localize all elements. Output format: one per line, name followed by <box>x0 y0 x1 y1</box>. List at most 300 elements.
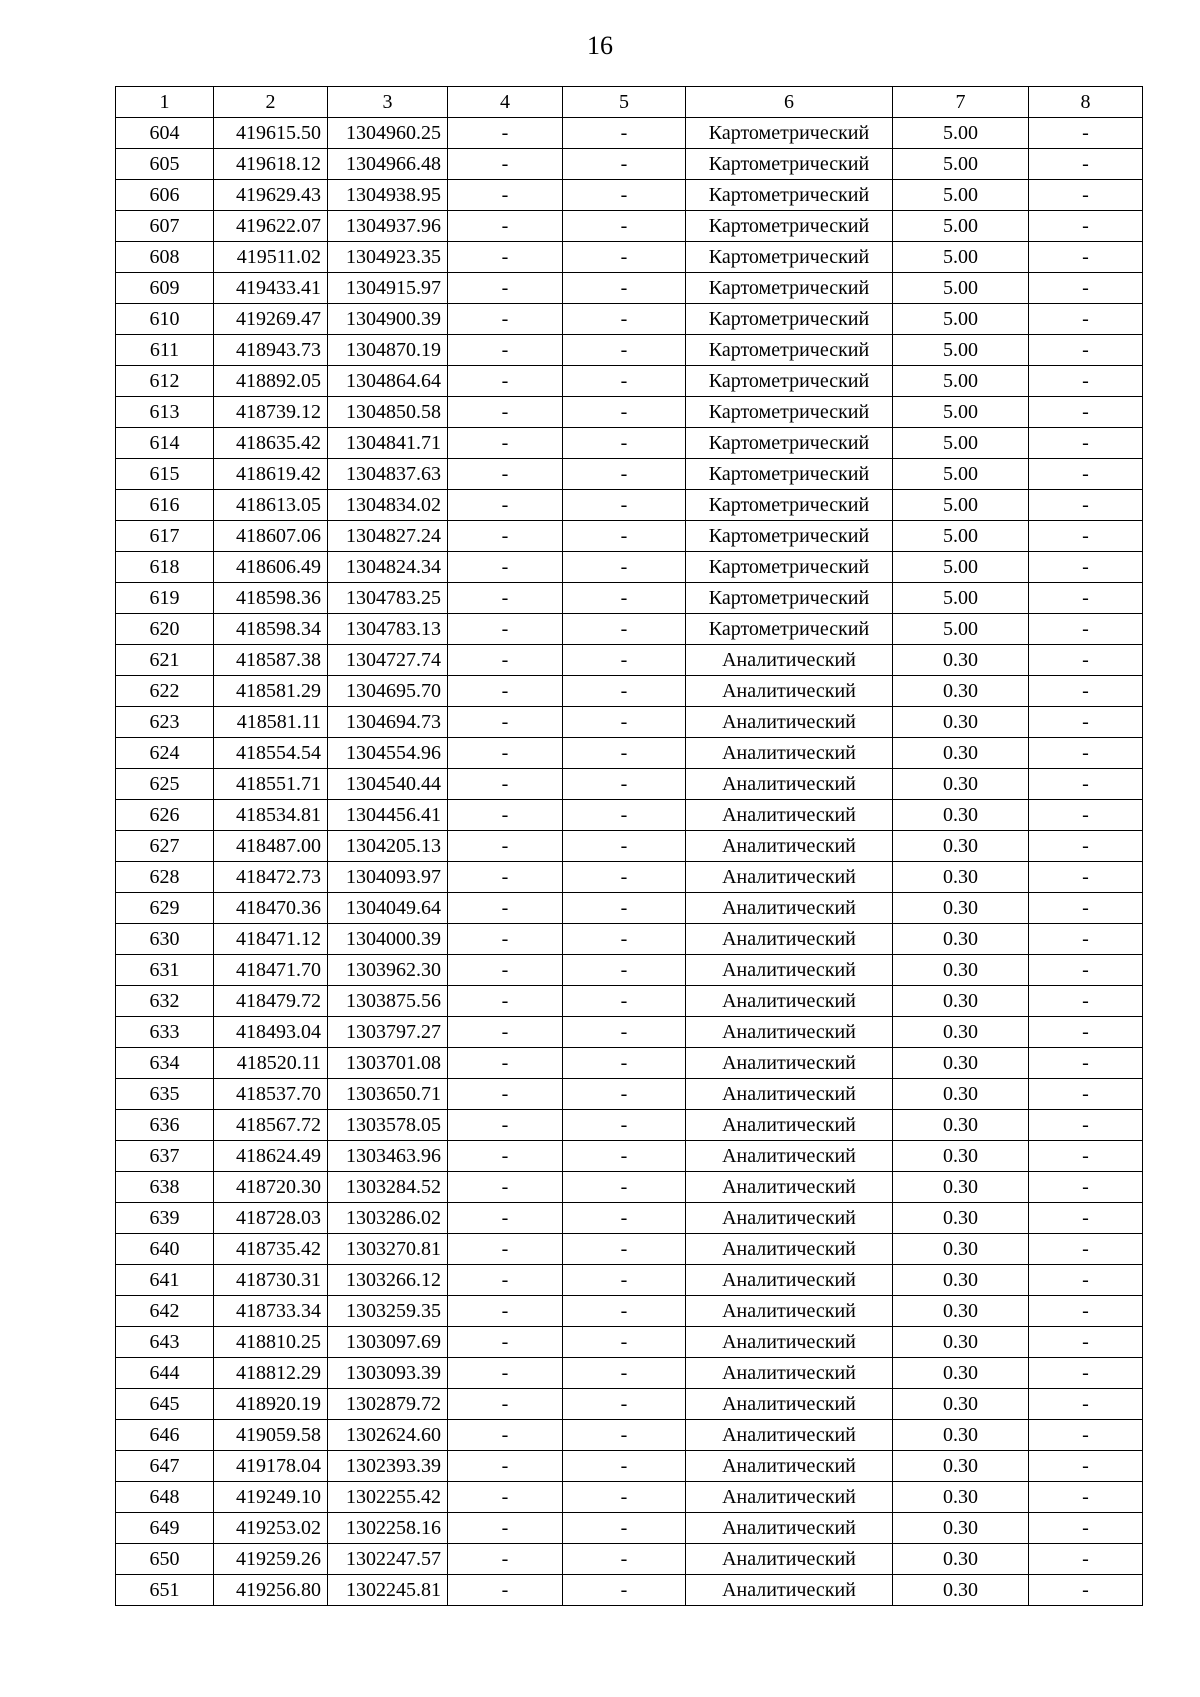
method-cell: Картометрический <box>686 490 893 521</box>
accuracy-cell: 0.30 <box>893 986 1029 1017</box>
method-cell: Картометрический <box>686 459 893 490</box>
table-row <box>116 862 1143 893</box>
accuracy-cell: 0.30 <box>893 1358 1029 1389</box>
col8-cell: - <box>1029 924 1143 955</box>
method-cell: Картометрический <box>686 304 893 335</box>
col5-cell: - <box>563 1172 686 1203</box>
col4-cell: - <box>448 1544 563 1575</box>
col4-cell: - <box>448 552 563 583</box>
y-coordinate-cell: 1304783.25 <box>328 583 448 614</box>
x-coordinate-cell: 418534.81 <box>214 800 328 831</box>
col5-cell: - <box>563 1358 686 1389</box>
table-row <box>116 521 1143 552</box>
col8-cell: - <box>1029 242 1143 273</box>
col4-cell: - <box>448 1017 563 1048</box>
accuracy-cell: 0.30 <box>893 1513 1029 1544</box>
y-coordinate-cell: 1302255.42 <box>328 1482 448 1513</box>
table-row <box>116 1575 1143 1606</box>
x-coordinate-cell: 418730.31 <box>214 1265 328 1296</box>
method-cell: Картометрический <box>686 521 893 552</box>
y-coordinate-cell: 1304915.97 <box>328 273 448 304</box>
col4-cell: - <box>448 118 563 149</box>
point-number-cell: 629 <box>116 893 214 924</box>
method-cell: Аналитический <box>686 1513 893 1544</box>
table-row <box>116 1048 1143 1079</box>
col5-cell: - <box>563 1017 686 1048</box>
accuracy-cell: 0.30 <box>893 1141 1029 1172</box>
point-number-cell: 641 <box>116 1265 214 1296</box>
col4-cell: - <box>448 1234 563 1265</box>
point-number-cell: 649 <box>116 1513 214 1544</box>
col8-cell: - <box>1029 1017 1143 1048</box>
x-coordinate-cell: 418812.29 <box>214 1358 328 1389</box>
x-coordinate-cell: 418493.04 <box>214 1017 328 1048</box>
col8-cell: - <box>1029 335 1143 366</box>
method-cell: Аналитический <box>686 1110 893 1141</box>
accuracy-cell: 0.30 <box>893 676 1029 707</box>
table-row <box>116 1265 1143 1296</box>
col4-cell: - <box>448 149 563 180</box>
method-cell: Аналитический <box>686 1203 893 1234</box>
y-coordinate-cell: 1304850.58 <box>328 397 448 428</box>
col5-cell: - <box>563 862 686 893</box>
col5-cell: - <box>563 552 686 583</box>
col5-cell: - <box>563 1451 686 1482</box>
accuracy-cell: 5.00 <box>893 273 1029 304</box>
method-cell: Аналитический <box>686 1079 893 1110</box>
method-cell: Картометрический <box>686 180 893 211</box>
point-number-cell: 624 <box>116 738 214 769</box>
point-number-cell: 615 <box>116 459 214 490</box>
y-coordinate-cell: 1304049.64 <box>328 893 448 924</box>
accuracy-cell: 5.00 <box>893 242 1029 273</box>
table-row <box>116 955 1143 986</box>
point-number-cell: 637 <box>116 1141 214 1172</box>
y-coordinate-cell: 1304938.95 <box>328 180 448 211</box>
col8-cell: - <box>1029 1482 1143 1513</box>
col8-cell: - <box>1029 1048 1143 1079</box>
col4-cell: - <box>448 242 563 273</box>
col5-cell: - <box>563 428 686 459</box>
y-coordinate-cell: 1304554.96 <box>328 738 448 769</box>
col4-cell: - <box>448 273 563 304</box>
accuracy-cell: 0.30 <box>893 1172 1029 1203</box>
y-coordinate-cell: 1303259.35 <box>328 1296 448 1327</box>
y-coordinate-cell: 1304000.39 <box>328 924 448 955</box>
col4-cell: - <box>448 831 563 862</box>
x-coordinate-cell: 418554.54 <box>214 738 328 769</box>
accuracy-cell: 5.00 <box>893 521 1029 552</box>
point-number-cell: 614 <box>116 428 214 459</box>
y-coordinate-cell: 1304960.25 <box>328 118 448 149</box>
method-cell: Аналитический <box>686 986 893 1017</box>
point-number-cell: 618 <box>116 552 214 583</box>
col4-cell: - <box>448 180 563 211</box>
col5-cell: - <box>563 490 686 521</box>
method-cell: Картометрический <box>686 428 893 459</box>
col8-cell: - <box>1029 397 1143 428</box>
col8-cell: - <box>1029 1265 1143 1296</box>
accuracy-cell: 0.30 <box>893 831 1029 862</box>
table-row <box>116 490 1143 521</box>
x-coordinate-cell: 418892.05 <box>214 366 328 397</box>
table-body <box>116 118 1143 1606</box>
x-coordinate-cell: 418607.06 <box>214 521 328 552</box>
x-coordinate-cell: 418471.70 <box>214 955 328 986</box>
col8-cell: - <box>1029 1203 1143 1234</box>
y-coordinate-cell: 1304837.63 <box>328 459 448 490</box>
point-number-cell: 627 <box>116 831 214 862</box>
point-number-cell: 651 <box>116 1575 214 1606</box>
col5-cell: - <box>563 1079 686 1110</box>
y-coordinate-cell: 1304923.35 <box>328 242 448 273</box>
table-row <box>116 366 1143 397</box>
col5-cell: - <box>563 645 686 676</box>
col5-cell: - <box>563 1513 686 1544</box>
accuracy-cell: 0.30 <box>893 1544 1029 1575</box>
col5-cell: - <box>563 366 686 397</box>
method-cell: Картометрический <box>686 335 893 366</box>
col5-cell: - <box>563 1575 686 1606</box>
method-cell: Аналитический <box>686 1389 893 1420</box>
method-cell: Аналитический <box>686 893 893 924</box>
col8-cell: - <box>1029 707 1143 738</box>
method-cell: Аналитический <box>686 1172 893 1203</box>
x-coordinate-cell: 419615.50 <box>214 118 328 149</box>
table-row <box>116 1544 1143 1575</box>
method-cell: Аналитический <box>686 1265 893 1296</box>
x-coordinate-cell: 418619.42 <box>214 459 328 490</box>
col4-cell: - <box>448 490 563 521</box>
method-cell: Аналитический <box>686 1234 893 1265</box>
col4-cell: - <box>448 211 563 242</box>
y-coordinate-cell: 1304834.02 <box>328 490 448 521</box>
col5-cell: - <box>563 707 686 738</box>
y-coordinate-cell: 1304841.71 <box>328 428 448 459</box>
x-coordinate-cell: 418720.30 <box>214 1172 328 1203</box>
y-coordinate-cell: 1304870.19 <box>328 335 448 366</box>
x-coordinate-cell: 418635.42 <box>214 428 328 459</box>
point-number-cell: 639 <box>116 1203 214 1234</box>
col4-cell: - <box>448 1048 563 1079</box>
accuracy-cell: 0.30 <box>893 769 1029 800</box>
table-row <box>116 1389 1143 1420</box>
y-coordinate-cell: 1304205.13 <box>328 831 448 862</box>
method-cell: Картометрический <box>686 118 893 149</box>
col8-cell: - <box>1029 614 1143 645</box>
accuracy-cell: 5.00 <box>893 583 1029 614</box>
col5-cell: - <box>563 1389 686 1420</box>
col5-cell: - <box>563 1327 686 1358</box>
col5-cell: - <box>563 800 686 831</box>
x-coordinate-cell: 418471.12 <box>214 924 328 955</box>
table-row <box>116 304 1143 335</box>
y-coordinate-cell: 1302624.60 <box>328 1420 448 1451</box>
col8-cell: - <box>1029 893 1143 924</box>
column-header: 8 <box>1029 87 1143 118</box>
col8-cell: - <box>1029 831 1143 862</box>
col8-cell: - <box>1029 955 1143 986</box>
accuracy-cell: 5.00 <box>893 490 1029 521</box>
method-cell: Картометрический <box>686 211 893 242</box>
point-number-cell: 605 <box>116 149 214 180</box>
y-coordinate-cell: 1304937.96 <box>328 211 448 242</box>
point-number-cell: 647 <box>116 1451 214 1482</box>
accuracy-cell: 0.30 <box>893 1234 1029 1265</box>
table-row <box>116 986 1143 1017</box>
accuracy-cell: 5.00 <box>893 552 1029 583</box>
accuracy-cell: 0.30 <box>893 1575 1029 1606</box>
col4-cell: - <box>448 800 563 831</box>
col4-cell: - <box>448 1389 563 1420</box>
x-coordinate-cell: 419433.41 <box>214 273 328 304</box>
x-coordinate-cell: 418587.38 <box>214 645 328 676</box>
table-row <box>116 149 1143 180</box>
point-number-cell: 620 <box>116 614 214 645</box>
method-cell: Картометрический <box>686 397 893 428</box>
x-coordinate-cell: 418810.25 <box>214 1327 328 1358</box>
col4-cell: - <box>448 1141 563 1172</box>
point-number-cell: 633 <box>116 1017 214 1048</box>
x-coordinate-cell: 418581.11 <box>214 707 328 738</box>
y-coordinate-cell: 1304864.64 <box>328 366 448 397</box>
method-cell: Аналитический <box>686 1327 893 1358</box>
table-row <box>116 614 1143 645</box>
method-cell: Аналитический <box>686 831 893 862</box>
col4-cell: - <box>448 1203 563 1234</box>
y-coordinate-cell: 1303875.56 <box>328 986 448 1017</box>
col8-cell: - <box>1029 1141 1143 1172</box>
table-row <box>116 645 1143 676</box>
col4-cell: - <box>448 1296 563 1327</box>
method-cell: Аналитический <box>686 707 893 738</box>
y-coordinate-cell: 1304540.44 <box>328 769 448 800</box>
col8-cell: - <box>1029 490 1143 521</box>
col8-cell: - <box>1029 1358 1143 1389</box>
col8-cell: - <box>1029 273 1143 304</box>
col5-cell: - <box>563 738 686 769</box>
accuracy-cell: 5.00 <box>893 211 1029 242</box>
x-coordinate-cell: 418920.19 <box>214 1389 328 1420</box>
y-coordinate-cell: 1304824.34 <box>328 552 448 583</box>
method-cell: Аналитический <box>686 738 893 769</box>
method-cell: Аналитический <box>686 800 893 831</box>
point-number-cell: 636 <box>116 1110 214 1141</box>
table-row <box>116 738 1143 769</box>
table-row <box>116 800 1143 831</box>
point-number-cell: 648 <box>116 1482 214 1513</box>
col4-cell: - <box>448 304 563 335</box>
table-row <box>116 397 1143 428</box>
col4-cell: - <box>448 1451 563 1482</box>
y-coordinate-cell: 1303093.39 <box>328 1358 448 1389</box>
point-number-cell: 608 <box>116 242 214 273</box>
point-number-cell: 625 <box>116 769 214 800</box>
col4-cell: - <box>448 955 563 986</box>
point-number-cell: 628 <box>116 862 214 893</box>
col4-cell: - <box>448 1358 563 1389</box>
x-coordinate-cell: 419256.80 <box>214 1575 328 1606</box>
method-cell: Аналитический <box>686 1482 893 1513</box>
y-coordinate-cell: 1302393.39 <box>328 1451 448 1482</box>
col8-cell: - <box>1029 366 1143 397</box>
point-number-cell: 621 <box>116 645 214 676</box>
col8-cell: - <box>1029 1079 1143 1110</box>
table-row <box>116 1203 1143 1234</box>
accuracy-cell: 0.30 <box>893 800 1029 831</box>
accuracy-cell: 5.00 <box>893 366 1029 397</box>
col8-cell: - <box>1029 1575 1143 1606</box>
point-number-cell: 612 <box>116 366 214 397</box>
point-number-cell: 607 <box>116 211 214 242</box>
accuracy-cell: 5.00 <box>893 335 1029 366</box>
y-coordinate-cell: 1303284.52 <box>328 1172 448 1203</box>
x-coordinate-cell: 418598.36 <box>214 583 328 614</box>
table-row <box>116 1358 1143 1389</box>
table-row <box>116 1141 1143 1172</box>
point-number-cell: 642 <box>116 1296 214 1327</box>
table-row <box>116 242 1143 273</box>
accuracy-cell: 0.30 <box>893 707 1029 738</box>
point-number-cell: 617 <box>116 521 214 552</box>
col4-cell: - <box>448 521 563 552</box>
method-cell: Аналитический <box>686 1048 893 1079</box>
x-coordinate-cell: 419259.26 <box>214 1544 328 1575</box>
point-number-cell: 630 <box>116 924 214 955</box>
col8-cell: - <box>1029 552 1143 583</box>
col5-cell: - <box>563 180 686 211</box>
accuracy-cell: 0.30 <box>893 1327 1029 1358</box>
point-number-cell: 613 <box>116 397 214 428</box>
col4-cell: - <box>448 397 563 428</box>
col5-cell: - <box>563 924 686 955</box>
x-coordinate-cell: 419253.02 <box>214 1513 328 1544</box>
accuracy-cell: 0.30 <box>893 862 1029 893</box>
col8-cell: - <box>1029 180 1143 211</box>
table-row <box>116 273 1143 304</box>
col5-cell: - <box>563 614 686 645</box>
table-row <box>116 1172 1143 1203</box>
col5-cell: - <box>563 1234 686 1265</box>
col8-cell: - <box>1029 1172 1143 1203</box>
y-coordinate-cell: 1304827.24 <box>328 521 448 552</box>
x-coordinate-cell: 419622.07 <box>214 211 328 242</box>
y-coordinate-cell: 1304695.70 <box>328 676 448 707</box>
col8-cell: - <box>1029 304 1143 335</box>
col5-cell: - <box>563 1420 686 1451</box>
method-cell: Аналитический <box>686 1141 893 1172</box>
column-header: 7 <box>893 87 1029 118</box>
method-cell: Картометрический <box>686 242 893 273</box>
col4-cell: - <box>448 676 563 707</box>
point-number-cell: 638 <box>116 1172 214 1203</box>
col5-cell: - <box>563 149 686 180</box>
col8-cell: - <box>1029 521 1143 552</box>
y-coordinate-cell: 1302879.72 <box>328 1389 448 1420</box>
column-header: 1 <box>116 87 214 118</box>
point-number-cell: 632 <box>116 986 214 1017</box>
col5-cell: - <box>563 893 686 924</box>
x-coordinate-cell: 418606.49 <box>214 552 328 583</box>
table-row <box>116 180 1143 211</box>
col8-cell: - <box>1029 1296 1143 1327</box>
col4-cell: - <box>448 1327 563 1358</box>
col8-cell: - <box>1029 862 1143 893</box>
col4-cell: - <box>448 459 563 490</box>
col5-cell: - <box>563 676 686 707</box>
x-coordinate-cell: 418581.29 <box>214 676 328 707</box>
col8-cell: - <box>1029 428 1143 459</box>
col8-cell: - <box>1029 459 1143 490</box>
x-coordinate-cell: 418728.03 <box>214 1203 328 1234</box>
method-cell: Аналитический <box>686 645 893 676</box>
accuracy-cell: 0.30 <box>893 1265 1029 1296</box>
y-coordinate-cell: 1303578.05 <box>328 1110 448 1141</box>
col8-cell: - <box>1029 211 1143 242</box>
col4-cell: - <box>448 1172 563 1203</box>
point-number-cell: 646 <box>116 1420 214 1451</box>
col4-cell: - <box>448 1110 563 1141</box>
col4-cell: - <box>448 893 563 924</box>
y-coordinate-cell: 1304966.48 <box>328 149 448 180</box>
x-coordinate-cell: 419249.10 <box>214 1482 328 1513</box>
method-cell: Картометрический <box>686 273 893 304</box>
accuracy-cell: 0.30 <box>893 1110 1029 1141</box>
accuracy-cell: 5.00 <box>893 397 1029 428</box>
accuracy-cell: 0.30 <box>893 1389 1029 1420</box>
accuracy-cell: 5.00 <box>893 614 1029 645</box>
table-row <box>116 1017 1143 1048</box>
table-row <box>116 893 1143 924</box>
accuracy-cell: 5.00 <box>893 180 1029 211</box>
accuracy-cell: 0.30 <box>893 1017 1029 1048</box>
accuracy-cell: 0.30 <box>893 893 1029 924</box>
point-number-cell: 610 <box>116 304 214 335</box>
col5-cell: - <box>563 1482 686 1513</box>
x-coordinate-cell: 418624.49 <box>214 1141 328 1172</box>
x-coordinate-cell: 418739.12 <box>214 397 328 428</box>
x-coordinate-cell: 418567.72 <box>214 1110 328 1141</box>
x-coordinate-cell: 418537.70 <box>214 1079 328 1110</box>
accuracy-cell: 0.30 <box>893 955 1029 986</box>
accuracy-cell: 0.30 <box>893 1420 1029 1451</box>
y-coordinate-cell: 1303797.27 <box>328 1017 448 1048</box>
col5-cell: - <box>563 986 686 1017</box>
table-row <box>116 676 1143 707</box>
y-coordinate-cell: 1303962.30 <box>328 955 448 986</box>
y-coordinate-cell: 1303701.08 <box>328 1048 448 1079</box>
y-coordinate-cell: 1304093.97 <box>328 862 448 893</box>
table-row <box>116 1234 1143 1265</box>
point-number-cell: 619 <box>116 583 214 614</box>
point-number-cell: 609 <box>116 273 214 304</box>
table-row <box>116 583 1143 614</box>
accuracy-cell: 0.30 <box>893 1079 1029 1110</box>
table-row <box>116 459 1143 490</box>
method-cell: Аналитический <box>686 1420 893 1451</box>
col4-cell: - <box>448 1575 563 1606</box>
col8-cell: - <box>1029 149 1143 180</box>
col5-cell: - <box>563 769 686 800</box>
col5-cell: - <box>563 118 686 149</box>
accuracy-cell: 0.30 <box>893 738 1029 769</box>
col5-cell: - <box>563 1265 686 1296</box>
accuracy-cell: 0.30 <box>893 645 1029 676</box>
col4-cell: - <box>448 1265 563 1296</box>
method-cell: Картометрический <box>686 552 893 583</box>
col8-cell: - <box>1029 1451 1143 1482</box>
point-number-cell: 622 <box>116 676 214 707</box>
